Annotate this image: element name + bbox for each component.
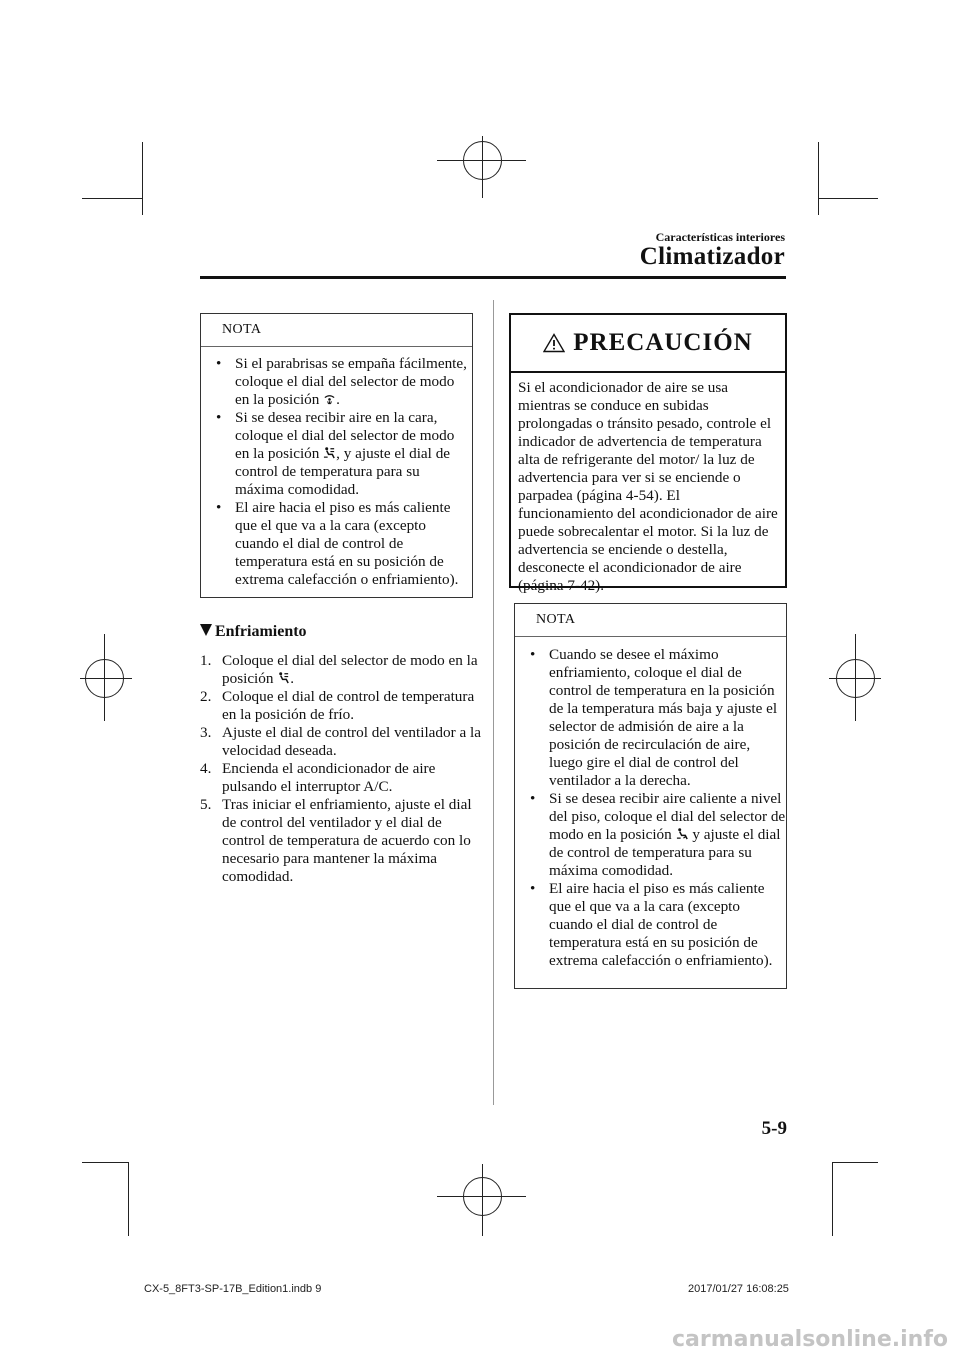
cooling-steps [200,652,485,886]
note-box-left [200,313,473,598]
page-number: 5-9 [761,1118,787,1139]
note-item: • Cuando se desee el máximo enfriamiento, coloque el dial de control de temperatura en la posición de la temperatura más baja y ajuste el selector de admisión de aire a la posición de recirculación de aire, luego gire el dial de control del ventilador a la derecha. [530,646,778,789]
step-item: 5. Tras iniciar el enfriamiento, ajuste el dial de control del ventilador y el dial de control de temperatura de acuerdo con lo necesario para mantener la máxima comodidad. [200,796,472,885]
note-list [201,347,472,589]
caution-title: PRECAUCIÓN [511,315,785,371]
step-item: 2. Coloque el dial de control de temperatura en la posición de frío. [200,688,475,723]
note-list [515,637,786,970]
header-rule [200,276,786,279]
caution-body: Si el acondicionador de aire se usa mientras se conduce en subidas prolongadas o tránsito pesado, controle el indicador de advertencia de temperatura alta de refrigerante del motor/ la luz de advertencia para ver si se enciende o parpadea (página 4-54). El funcionamiento del acondicionador de aire puede sobrecalentar el motor. Si la luz de advertencia se enciende o destella, desconecte el acondicionador de aire (página 7-42). [518,379,778,594]
section-label: Características interiores [655,230,785,244]
note-item: • Si el parabrisas se empaña fácilmente, coloque el dial del selector de modo en la posición . [216,355,467,408]
note-title: NOTA [222,322,262,337]
cooling-heading: Enfriamiento [200,623,307,641]
footer-file: CX-5_8FT3-SP-17B_Edition1.indb 9 [144,1283,322,1295]
note-item: • El aire hacia el piso es más caliente que el que va a la cara (excepto cuando el dial de control de temperatura está en su posición de extrema calefacción o enfriamiento). [530,880,773,969]
face-mode-icon [277,671,290,684]
note-box-right [514,603,787,989]
step-item: 4. Encienda el acondicionador de aire pulsando el interruptor A/C. [200,760,436,795]
watermark: carmanualsonline.info [672,1327,948,1352]
floor-mode-icon [676,827,689,840]
chapter-title: Climatizador [639,243,785,270]
step-item: 3. Ajuste el dial de control del ventilador a la velocidad deseada. [200,724,481,759]
note-title: NOTA [536,612,576,627]
triangle-marker-icon [200,624,212,636]
column-divider [493,300,494,1105]
note-item: • Si se desea recibir aire en la cara, coloque el dial del selector de modo en la posición , y ajuste el dial de control de temperatura para su máxima comodidad. [216,409,455,498]
face-floor-mode-icon [323,446,336,459]
step-item: 1. Coloque el dial del selector de modo en la posición . [200,652,478,687]
footer-timestamp: 2017/01/27 16:08:25 [688,1283,789,1295]
note-item: • El aire hacia el piso es más caliente que el que va a la cara (excepto cuando el dial de control de temperatura está en su posición de extrema calefacción o enfriamiento). [216,499,459,588]
caution-box [509,313,787,594]
windshield-defrost-mode-icon [323,392,336,405]
warning-triangle-icon [543,333,565,353]
note-item: • Si se desea recibir aire caliente a nivel del piso, coloque el dial del selector de modo en la posición y ajuste el dial de control de temperatura para su máxima comodidad. [530,790,786,879]
